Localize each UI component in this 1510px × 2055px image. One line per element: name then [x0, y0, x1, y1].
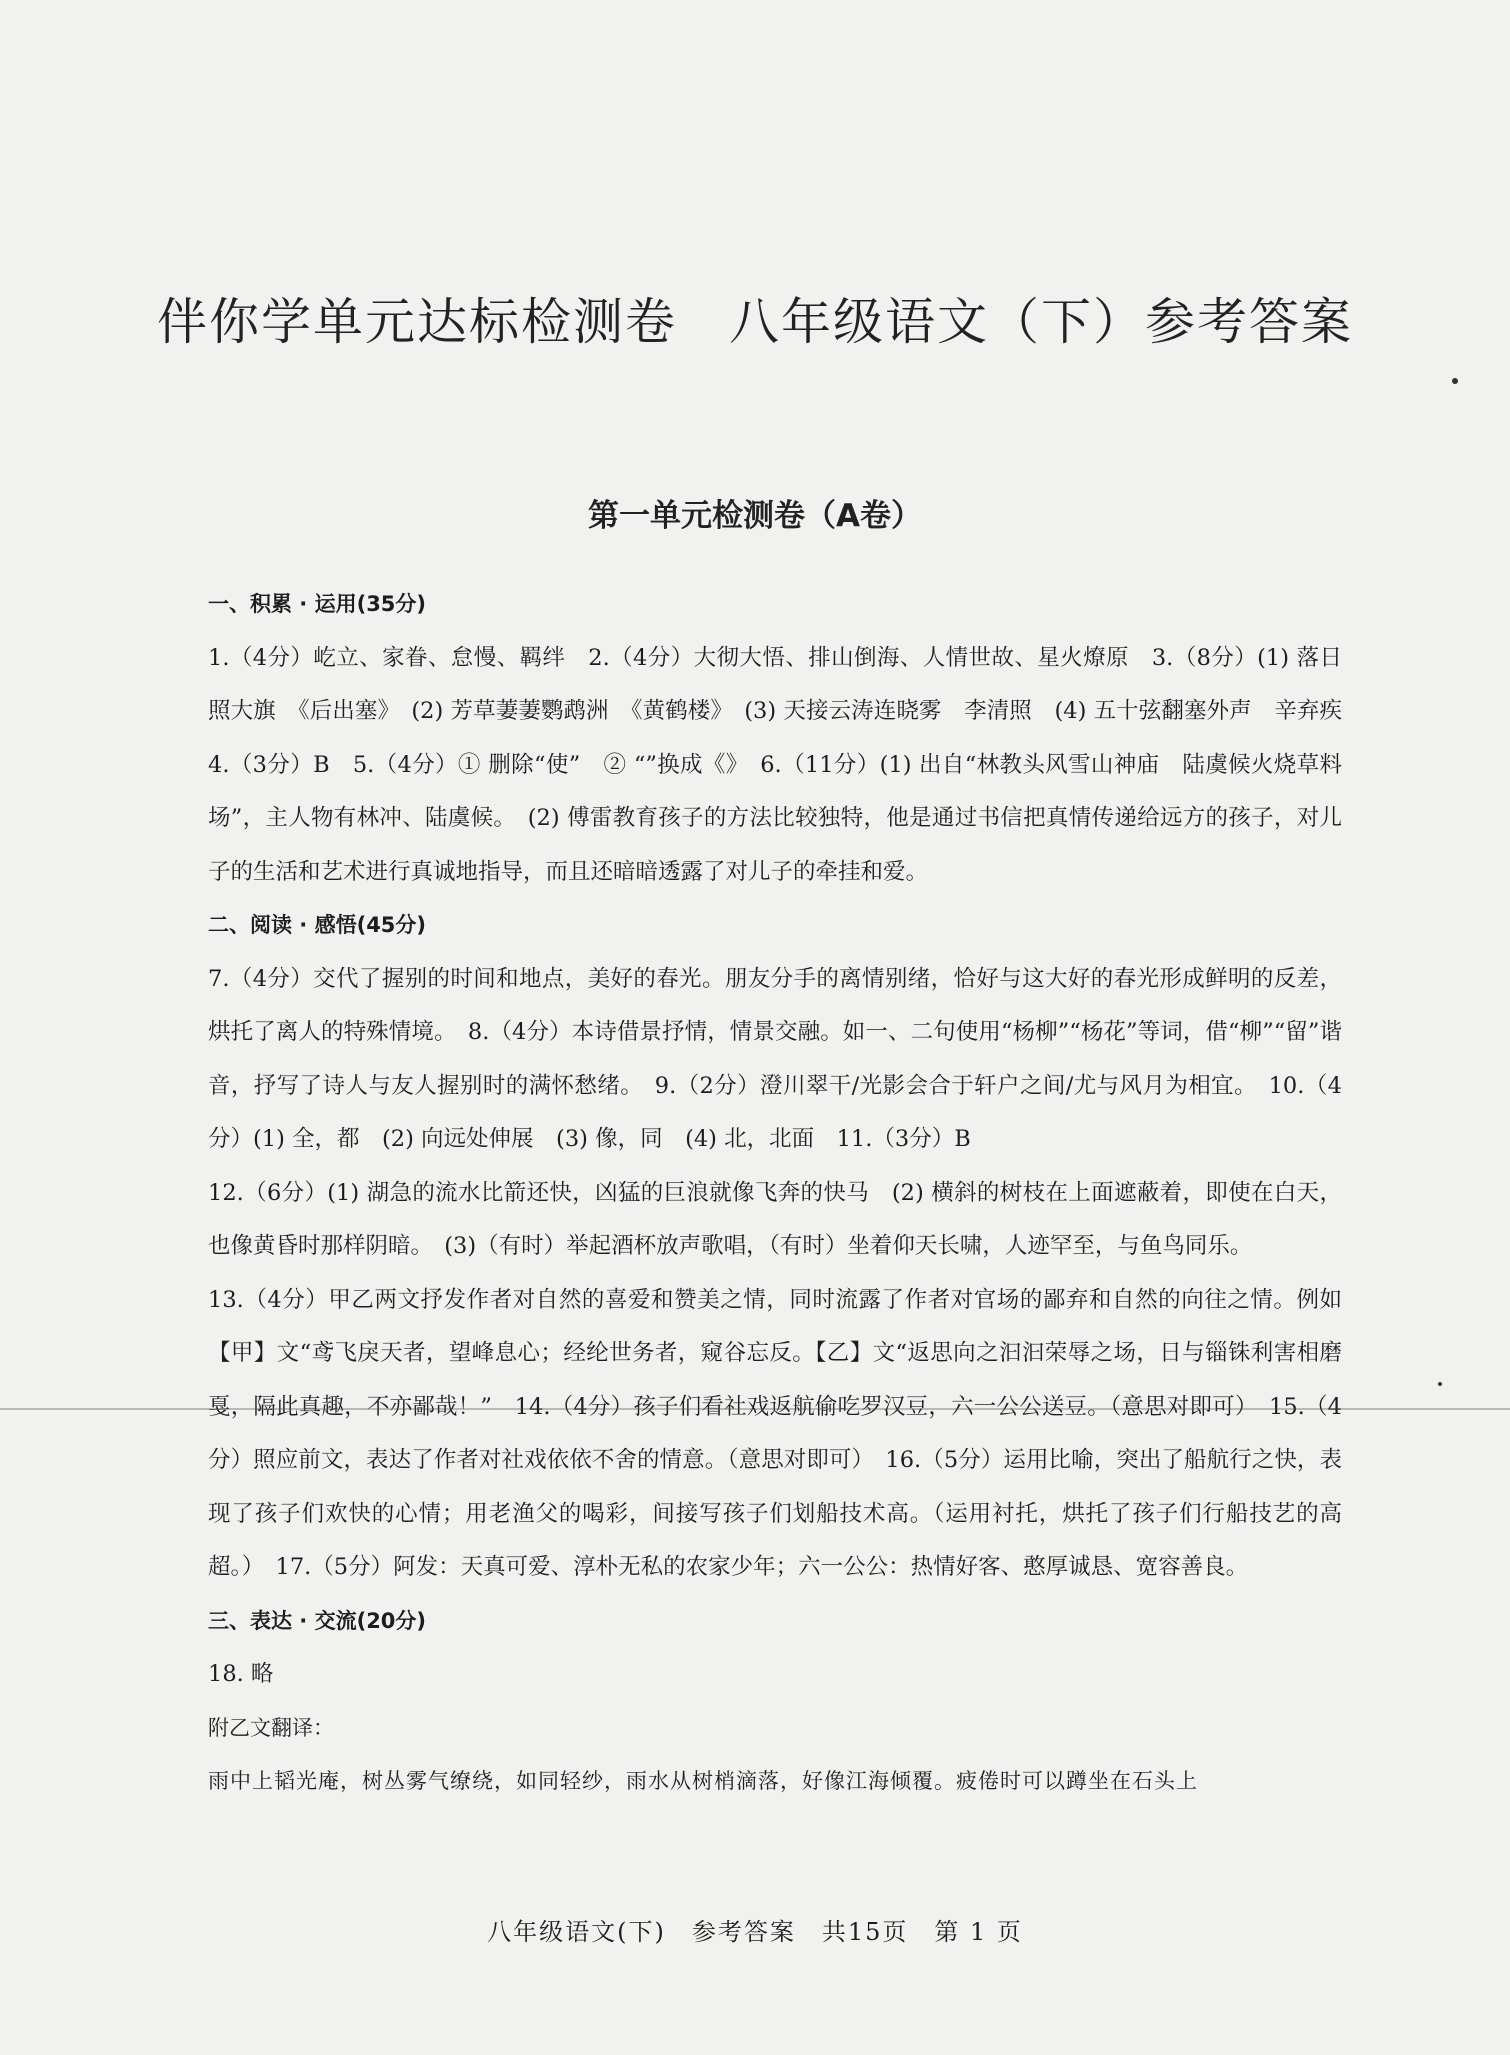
answer-paragraph: 1.（4分）屹立、家眷、怠慢、羁绊 2.（4分）大彻大悟、排山倒海、人情世故、星火燎原 3.（8分）(1) 落日照大旗 《后出塞》 (2) 芳草萋萋鹦鹉洲 《黄鹤楼》 (3) 天接云涛连晓雾 李清照 (4) 五十弦翻塞外声 辛弃疾 4.（3分）B 5.（4分）① 删除“使” ② “”换成《》 6.（11分）(1) 出自“林教头风雪山神庙 陆虞候火烧草料场”，主人物有林冲、陆虞候。 (2) 傅雷教育孩子的方法比较独特，他是通过书信把真情传递给远方的孩子，对儿子的生活和艺术进行真诚地指导，而且还暗暗透露了对儿子的牵挂和爱。 [208, 644, 1365, 885]
translation-text: 雨中上韬光庵，树丛雾气缭绕，如同轻纱，雨水从树梢滴落，好像江海倾覆。疲倦时可以蹲坐在石头上 [208, 1769, 1198, 1793]
scan-fold-line [0, 1408, 1510, 1410]
answer-paragraph: 7.（4分）交代了握别的时间和地点，美好的春光。朋友分手的离情别绪，恰好与这大好的春光形成鲜明的反差，烘托了离人的特殊情境。 8.（4分）本诗借景抒情，情景交融。如一、二句使用“杨柳”“杨花”等词，借“柳”“留”谐音，抒写了诗人与友人握别时的满怀愁绪。 9.（2分）澄川翠干/光影会合于轩户之间/尤与风月为相宜。 10.（4分）(1) 全，都 (2) 向远处伸展 (3) 像，同 (4) 北，北面 11.（3分）B [208, 965, 1342, 1152]
answer-paragraph: 18. 略 [208, 1661, 274, 1687]
answer-content [208, 578, 1365, 1809]
scan-speck [1438, 1382, 1442, 1386]
unit-title: 第一单元检测卷（A卷） [588, 498, 922, 534]
answer-paragraph: 13.（4分）甲乙两文抒发作者对自然的喜爱和赞美之情，同时流露了作者对官场的鄙弃和自然的向往之情。例如【甲】文“鸢飞戾天者，望峰息心；经纶世务者，窥谷忘反。【乙】文“返思向之汩汩荣辱之场，日与锱铢利害相磨戛，隔此真趣，不亦鄙哉！” 14.（4分）孩子们看社戏返航偷吃罗汉豆，六一公公送豆。（意思对即可） 15.（4分）照应前文，表达了作者对社戏依依不舍的情意。（意思对即可） 16.（5分）运用比喻，突出了船航行之快，表现了孩子们欢快的心情；用老渔父的喝彩，间接写孩子们划船技术高。（运用衬托，烘托了孩子们行船技艺的高超。） 17.（5分）阿发：天真可爱、淳朴无私的农家少年；六一公公：热情好客、憨厚诚恳、宽容善良。 [208, 1286, 1342, 1580]
translation-heading: 附乙文翻译： [208, 1715, 334, 1740]
scan-speck [1452, 378, 1458, 384]
page-footer: 八年级语文(下) 参考答案 共15页 第 1 页 [487, 1918, 1023, 1946]
main-title: 伴你学单元达标检测卷 八年级语文（下）参考答案 [157, 293, 1353, 351]
section-heading: 一、积累 · 运用(35分) [208, 592, 427, 616]
section-heading: 二、阅读 · 感悟(45分) [208, 913, 427, 937]
section-heading: 三、表达 · 交流(20分) [208, 1608, 427, 1633]
answer-paragraph: 12.（6分）(1) 湖急的流水比箭还快，凶猛的巨浪就像飞奔的快马 (2) 横斜的树枝在上面遮蔽着，即使在白天，也像黄昏时那样阴暗。 (3)（有时）举起酒杯放声歌唱，（有时）坐着仰天长啸，人迹罕至，与鱼鸟同乐。 [208, 1179, 1342, 1259]
